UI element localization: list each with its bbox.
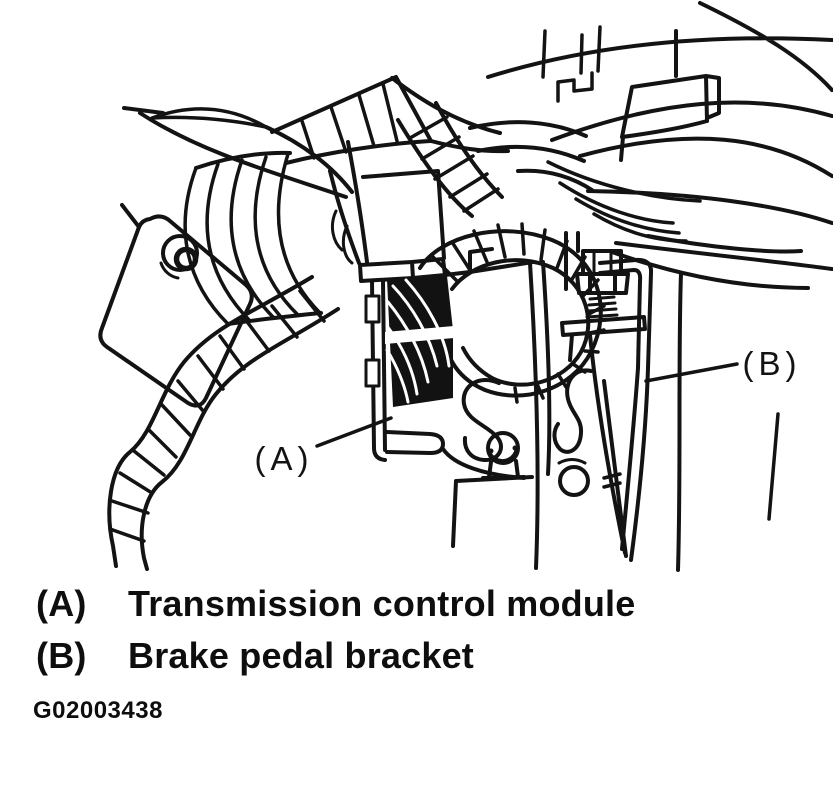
harness-looms [109, 103, 604, 569]
spring-eye [560, 467, 588, 495]
panel-vertical-edge [678, 273, 681, 570]
legend-key-a: (A) [36, 583, 87, 624]
tcm-bracket-bottom [453, 477, 532, 546]
bolt-head [177, 250, 196, 269]
plate-stub [122, 205, 139, 227]
dash-panel-left [124, 77, 431, 263]
spring-eye-arc [559, 460, 585, 464]
callouts [255, 345, 802, 477]
tcm-bolt-dot-left [489, 449, 494, 454]
tcm-face-edges [363, 171, 444, 258]
pedal-arm-lines [590, 335, 648, 560]
washer-plate [562, 317, 645, 360]
main-loom-edges [398, 103, 502, 216]
legend-text-a: Transmission control module [128, 583, 636, 624]
tcm-tab-lower [366, 360, 379, 386]
callout-a-label: (A) [254, 440, 314, 477]
steering-boot [100, 153, 321, 406]
callout-b-label: (B) [742, 345, 802, 382]
tcm-bracket-edges [530, 262, 549, 568]
bracket-strap [600, 260, 651, 368]
tcm-bolt-dot-right [513, 446, 518, 451]
pillar-lines [330, 142, 367, 263]
door-seal-edge [769, 414, 778, 519]
callout-b-leader [646, 364, 737, 381]
callout-a-leader [317, 418, 391, 446]
legend-row-b [36, 637, 474, 675]
legend-row-a [36, 585, 635, 623]
legend-text-b: Brake pedal bracket [128, 635, 474, 676]
left-loom-ribs [110, 291, 324, 541]
tcm-tab-upper [366, 296, 379, 322]
tcm-foot-tab [387, 432, 443, 453]
tcm-foot-sweep [443, 449, 524, 478]
figure-id: G02003438 [33, 697, 163, 724]
harness-clip [543, 27, 600, 101]
hex-nut [577, 274, 628, 293]
surface-fan-lines [548, 162, 700, 241]
legend-key-b: (B) [36, 635, 87, 676]
panel-edge [124, 108, 163, 113]
crescent-shape [152, 109, 266, 127]
cowl-curves [392, 3, 832, 288]
